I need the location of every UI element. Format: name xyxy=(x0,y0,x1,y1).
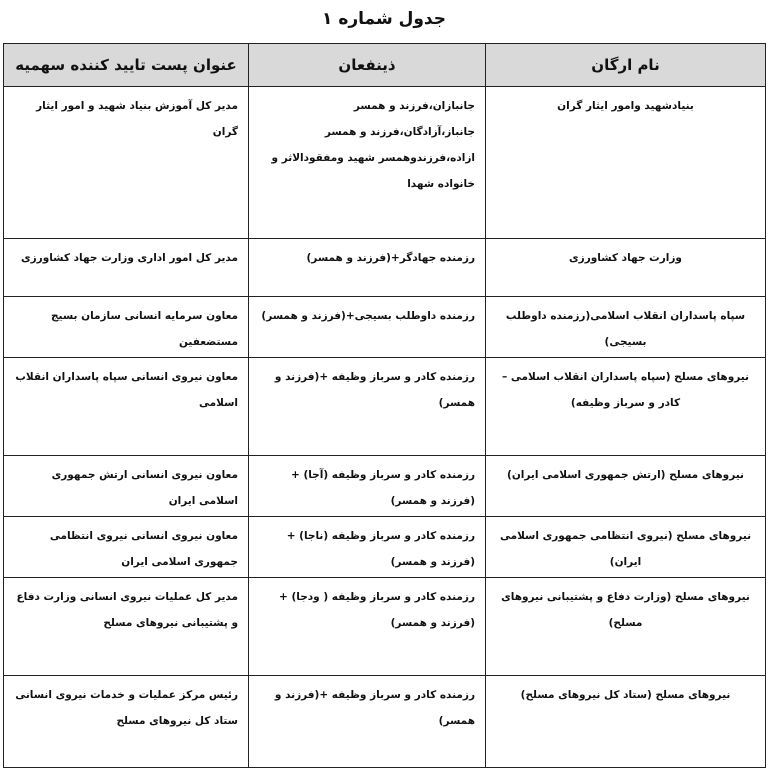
table-row xyxy=(4,456,766,517)
table-row xyxy=(4,87,766,239)
approver-cell: مدیر کل امور اداری وزارت جهاد کشاورزی xyxy=(4,239,249,297)
table-row xyxy=(4,517,766,578)
approver-cell: معاون نیروی انسانی ارتش جمهوری اسلامی ایران xyxy=(4,456,249,517)
beneficiaries-cell: رزمنده کادر و سرباز وظیفه +(فرزند و همسر) xyxy=(249,358,486,456)
beneficiaries-cell: رزمنده کادر و سرباز وظیفه +(فرزند و همسر) xyxy=(249,676,486,768)
approver-cell: معاون نیروی انسانی سپاه پاسداران انقلاب اسلامی xyxy=(4,358,249,456)
beneficiaries-cell: جانبازان،فرزند و همسر جانباز،آزادگان،فرزند و همسر ازاده،فرزندوهمسر شهید ومفقودالاثر و خانواده شهدا xyxy=(249,87,486,239)
table-row xyxy=(4,297,766,358)
table-row xyxy=(4,358,766,456)
header-row xyxy=(4,44,766,87)
beneficiaries-cell: رزمنده کادر و سرباز وظیفه (ناجا) +(فرزند و همسر) xyxy=(249,517,486,578)
table-title: جدول شماره ۱ xyxy=(322,9,446,29)
quota-table xyxy=(3,43,766,768)
approver-cell: رئیس مرکز عملیات و خدمات نیروی انسانی ستاد کل نیروهای مسلح xyxy=(4,676,249,768)
org-cell: سپاه پاسداران انقلاب اسلامی(رزمنده داوطلب بسیجی) xyxy=(486,297,766,358)
beneficiaries-cell: رزمنده جهادگر+(فرزند و همسر) xyxy=(249,239,486,297)
beneficiaries-cell: رزمنده داوطلب بسیجی+(فرزند و همسر) xyxy=(249,297,486,358)
org-cell: بنیادشهید وامور ایثار گران xyxy=(486,87,766,239)
table-row xyxy=(4,676,766,768)
approver-cell: مدیر کل عملیات نیروی انسانی وزارت دفاع و پشتیبانی نیروهای مسلح xyxy=(4,578,249,676)
approver-cell: معاون نیروی انسانی نیروی انتظامی جمهوری اسلامی ایران xyxy=(4,517,249,578)
beneficiaries-cell: رزمنده کادر و سرباز وظیفه (آجا) +(فرزند و همسر) xyxy=(249,456,486,517)
org-cell: نیروهای مسلح (ستاد کل نیروهای مسلح) xyxy=(486,676,766,768)
approver-cell: معاون سرمایه انسانی سازمان بسیج مستضعفین xyxy=(4,297,249,358)
org-cell: نیروهای مسلح (وزارت دفاع و پشتیبانی نیروهای مسلح) xyxy=(486,578,766,676)
org-cell: نیروهای مسلح (نیروی انتظامی جمهوری اسلامی ایران) xyxy=(486,517,766,578)
org-cell: نیروهای مسلح (ارتش جمهوری اسلامی ایران) xyxy=(486,456,766,517)
table-row xyxy=(4,239,766,297)
header-beneficiaries: ذینفعان xyxy=(249,44,486,87)
org-cell: نیروهای مسلح (سپاه پاسداران انقلاب اسلامی – کادر و سرباز وظیفه) xyxy=(486,358,766,456)
approver-cell: مدیر کل آموزش بنیاد شهید و امور ایثار گران xyxy=(4,87,249,239)
beneficiaries-cell: رزمنده کادر و سرباز وظیفه ( ودجا) +(فرزند و همسر) xyxy=(249,578,486,676)
header-approver: عنوان پست تایید کننده سهمیه xyxy=(4,44,249,87)
header-org: نام ارگان xyxy=(486,44,766,87)
org-cell: وزارت جهاد کشاورزی xyxy=(486,239,766,297)
table-row xyxy=(4,578,766,676)
